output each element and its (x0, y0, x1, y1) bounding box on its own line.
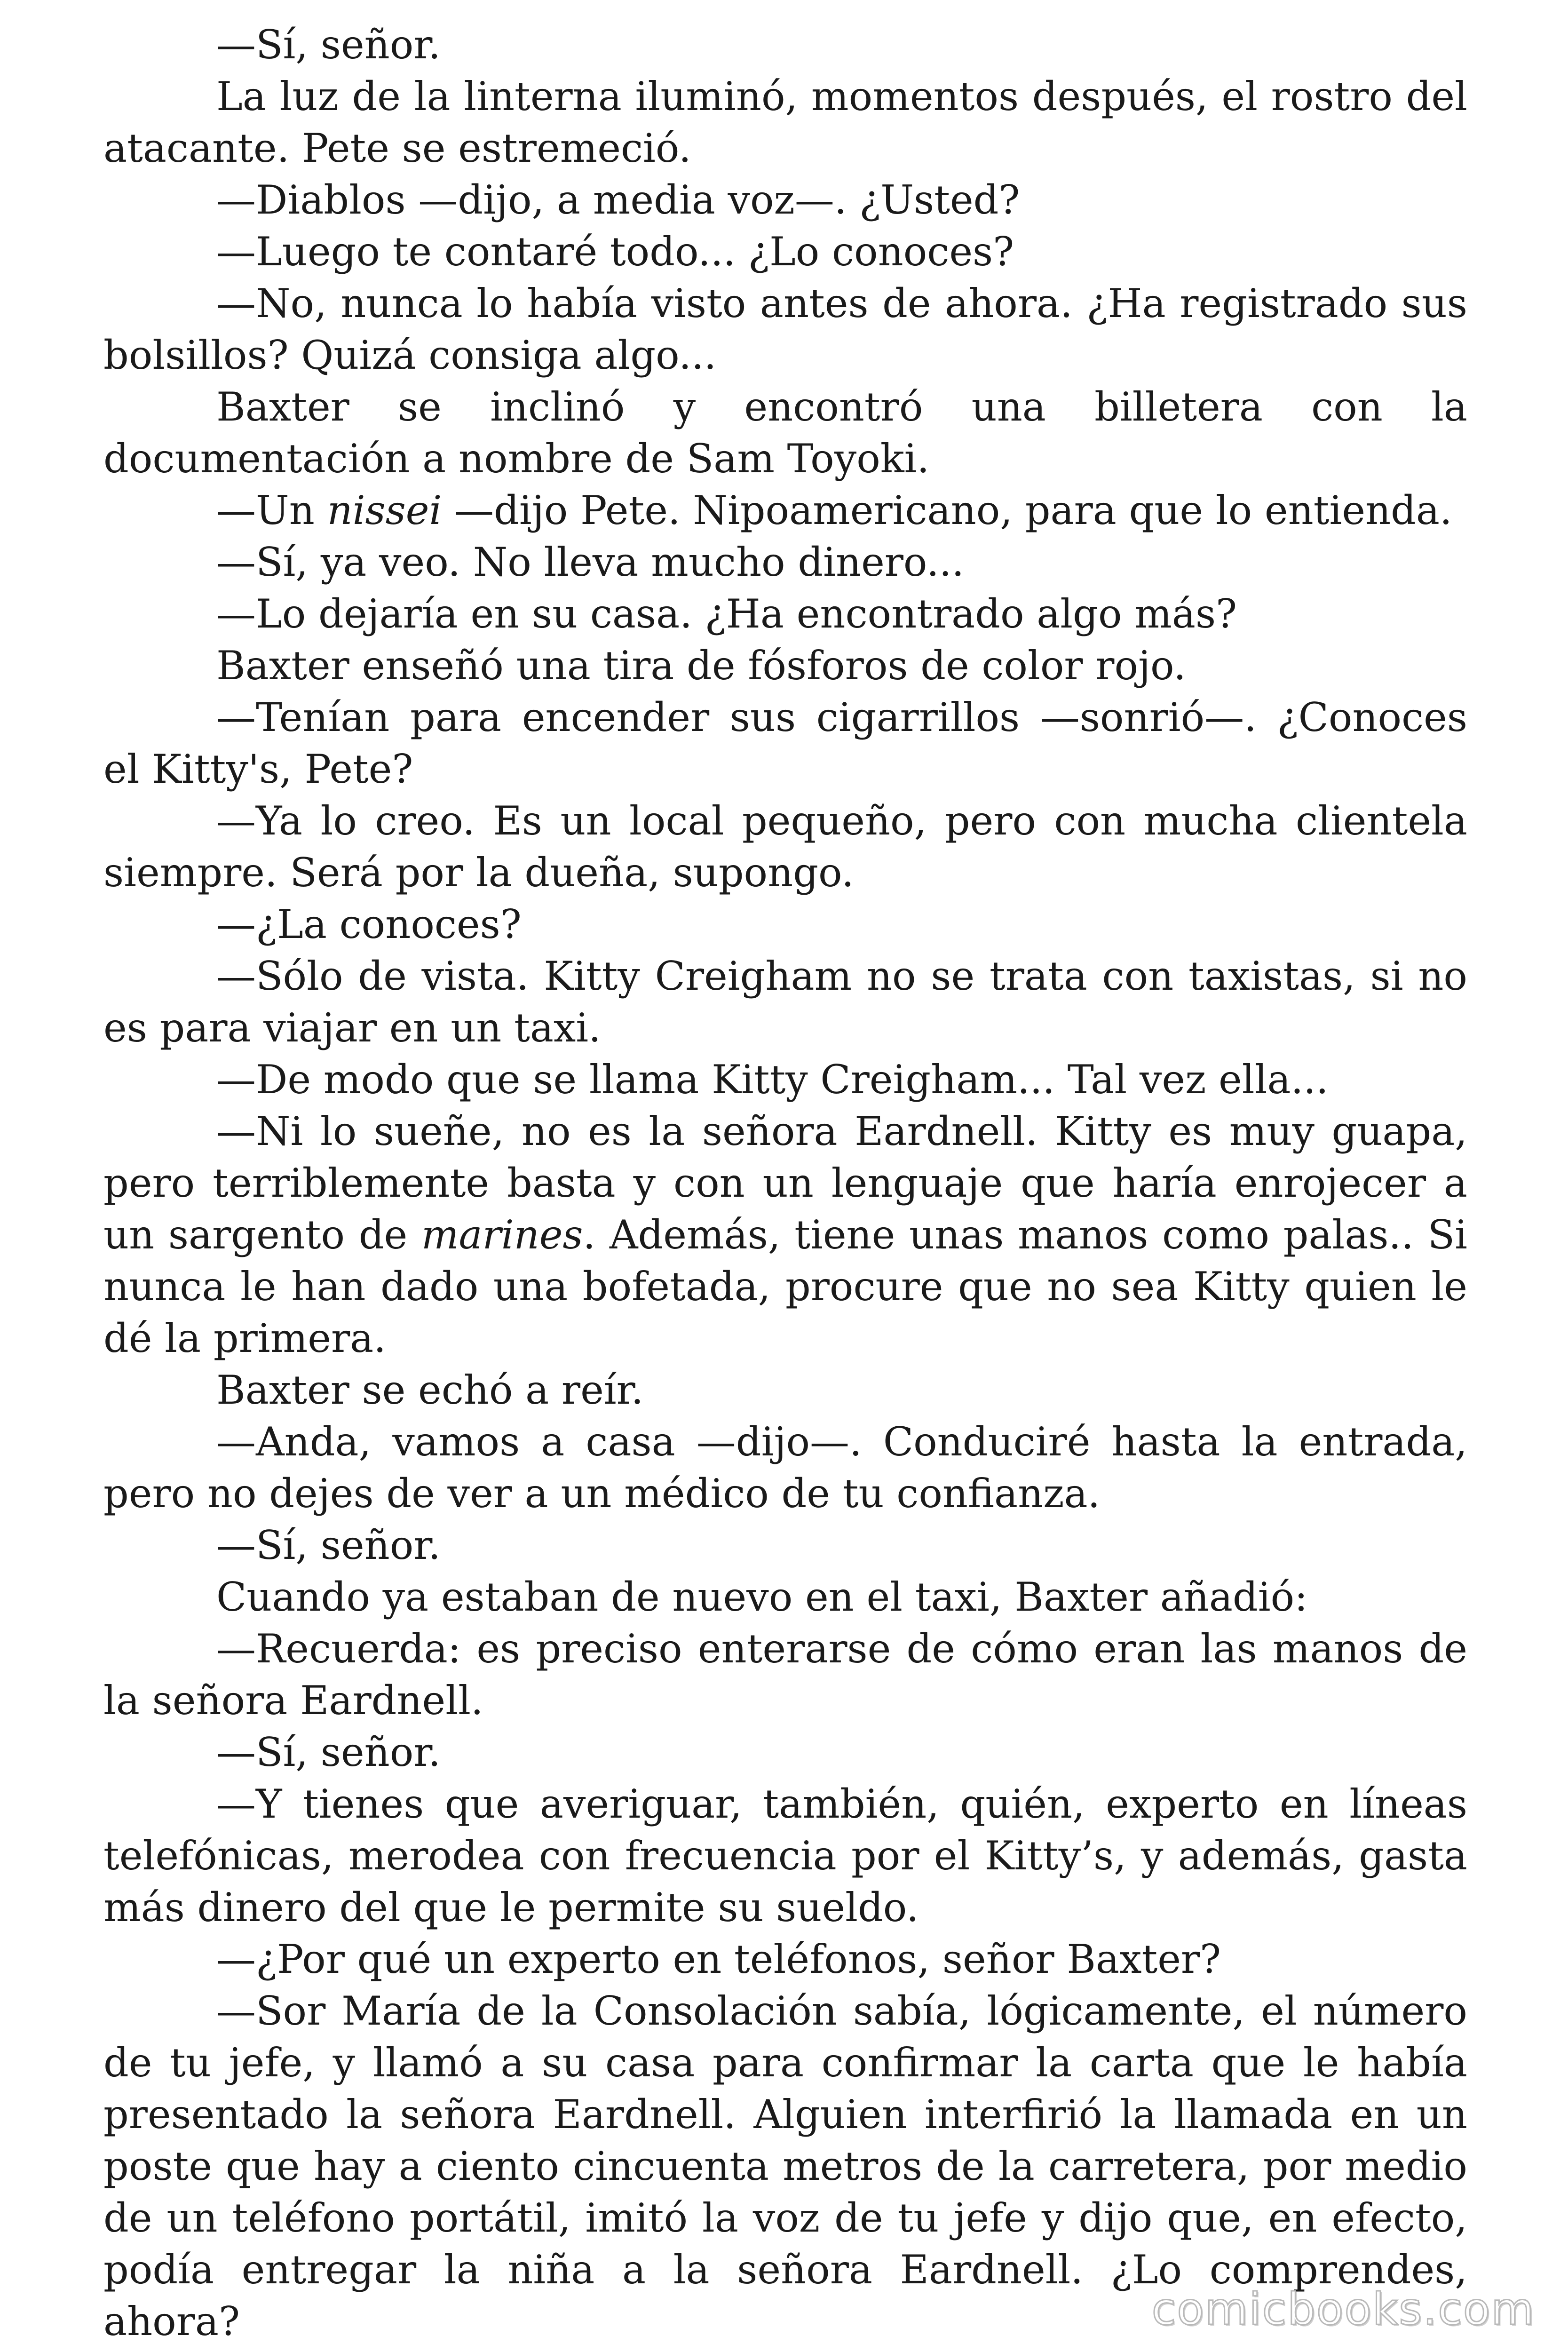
text-run: Cuando ya estaban de nuevo en el taxi, Baxter añadió: (216, 1574, 1308, 1620)
text-run: —Luego te contaré todo... ¿Lo conoces? (216, 229, 1014, 275)
paragraph (103, 1623, 1467, 1726)
paragraph (103, 485, 1467, 536)
paragraph (103, 1364, 1467, 1416)
text-run: —De modo que se llama Kitty Creigham... Tal vez ella... (216, 1057, 1329, 1103)
italic-term: marines (421, 1212, 583, 1258)
paragraph (103, 1778, 1467, 1933)
text-run: —¿Por qué un experto en teléfonos, señor Baxter? (216, 1936, 1221, 1982)
text-run: —Ni lo sueñe, no es la señora Eardnell. Kitty es muy guapa, pero terriblemente basta y con un lenguaje que haría enrojecer a un sargento de (103, 1108, 1467, 1258)
text-run: —Diablos —dijo, a media voz—. ¿Usted? (216, 177, 1020, 223)
paragraph (103, 278, 1467, 381)
text-run: Baxter enseñó una tira de fósforos de color rojo. (216, 643, 1186, 689)
paragraph (103, 536, 1467, 588)
italic-term: nissei (327, 487, 442, 533)
paragraph (103, 1054, 1467, 1105)
paragraph (103, 950, 1467, 1054)
text-run: —Y tienes que averiguar, también, quién, experto en líneas telefónicas, merodea con frecuencia por el Kitty’s, y además, gasta más dinero del que le permite su sueldo. (103, 1781, 1467, 1931)
text-run: Baxter se inclinó y encontró una billetera con la documentación a nombre de Sam Toyoki. (103, 384, 1467, 482)
text-run: —No, nunca lo había visto antes de ahora. ¿Ha registrado sus bolsillos? Quizá consiga algo... (103, 280, 1467, 378)
paragraph (103, 588, 1467, 640)
paragraph (103, 174, 1467, 226)
paragraph (103, 19, 1467, 71)
text-run: —Anda, vamos a casa —dijo—. Conduciré hasta la entrada, pero no dejes de ver a un médico de tu confianza. (103, 1419, 1467, 1517)
paragraph (103, 795, 1467, 898)
text-run: —Sor María de la Consolación sabía, lógicamente, el número de tu jefe, y llamó a su casa para confirmar la carta que le había presentado la señora Eardnell. Alguien interfirió la llamada en un poste que hay a ciento cincuenta metros de la carretera, por medio de un teléfono portátil, imitó la voz de tu jefe y dijo que, en efecto, podía entregar la niña a la señora Eardnell. ¿Lo comprendes, ahora? (103, 1988, 1467, 2344)
text-run: —¿La conoces? (216, 901, 522, 947)
paragraph (103, 226, 1467, 278)
book-page (103, 19, 1467, 2344)
text-run: La luz de la linterna iluminó, momentos después, el rostro del atacante. Pete se estremeció. (103, 73, 1467, 171)
text-run: —Ya lo creo. Es un local pequeño, pero con mucha clientela siempre. Será por la dueña, supongo. (103, 798, 1467, 896)
text-run: —Sólo de vista. Kitty Creigham no se trata con taxistas, si no es para viajar en un taxi. (103, 953, 1467, 1051)
text-run: —Tenían para encender sus cigarrillos —sonrió—. ¿Conoces el Kitty's, Pete? (103, 694, 1467, 792)
paragraph (103, 1726, 1467, 1778)
paragraph (103, 1571, 1467, 1623)
text-run: —Sí, señor. (216, 1522, 441, 1568)
text-run: —Recuerda: es preciso enterarse de cómo eran las manos de la señora Eardnell. (103, 1626, 1467, 1724)
text-run: . Además, tiene unas manos como palas.. Si nunca le han dado una bofetada, procure que no sea Kitty quien le dé la primera. (103, 1212, 1467, 1361)
paragraph (103, 71, 1467, 174)
watermark-logo: comicbooks.com (1151, 2284, 1535, 2335)
text-run: —Sí, ya veo. No lleva mucho dinero... (216, 539, 965, 585)
paragraph (103, 691, 1467, 795)
text-run: —Un (216, 487, 327, 533)
text-run: —dijo Pete. Nipoamericano, para que lo entienda. (442, 487, 1452, 533)
paragraph (103, 381, 1467, 485)
text-run: —Lo dejaría en su casa. ¿Ha encontrado algo más? (216, 591, 1237, 637)
text-run: —Sí, señor. (216, 1729, 441, 1775)
paragraph (103, 1416, 1467, 1519)
paragraph (103, 1519, 1467, 1571)
text-run: —Sí, señor. (216, 22, 441, 68)
paragraph (103, 1105, 1467, 1364)
text-run: Baxter se echó a reír. (216, 1367, 644, 1413)
paragraph (103, 640, 1467, 691)
paragraph (103, 1933, 1467, 1985)
paragraph (103, 898, 1467, 950)
